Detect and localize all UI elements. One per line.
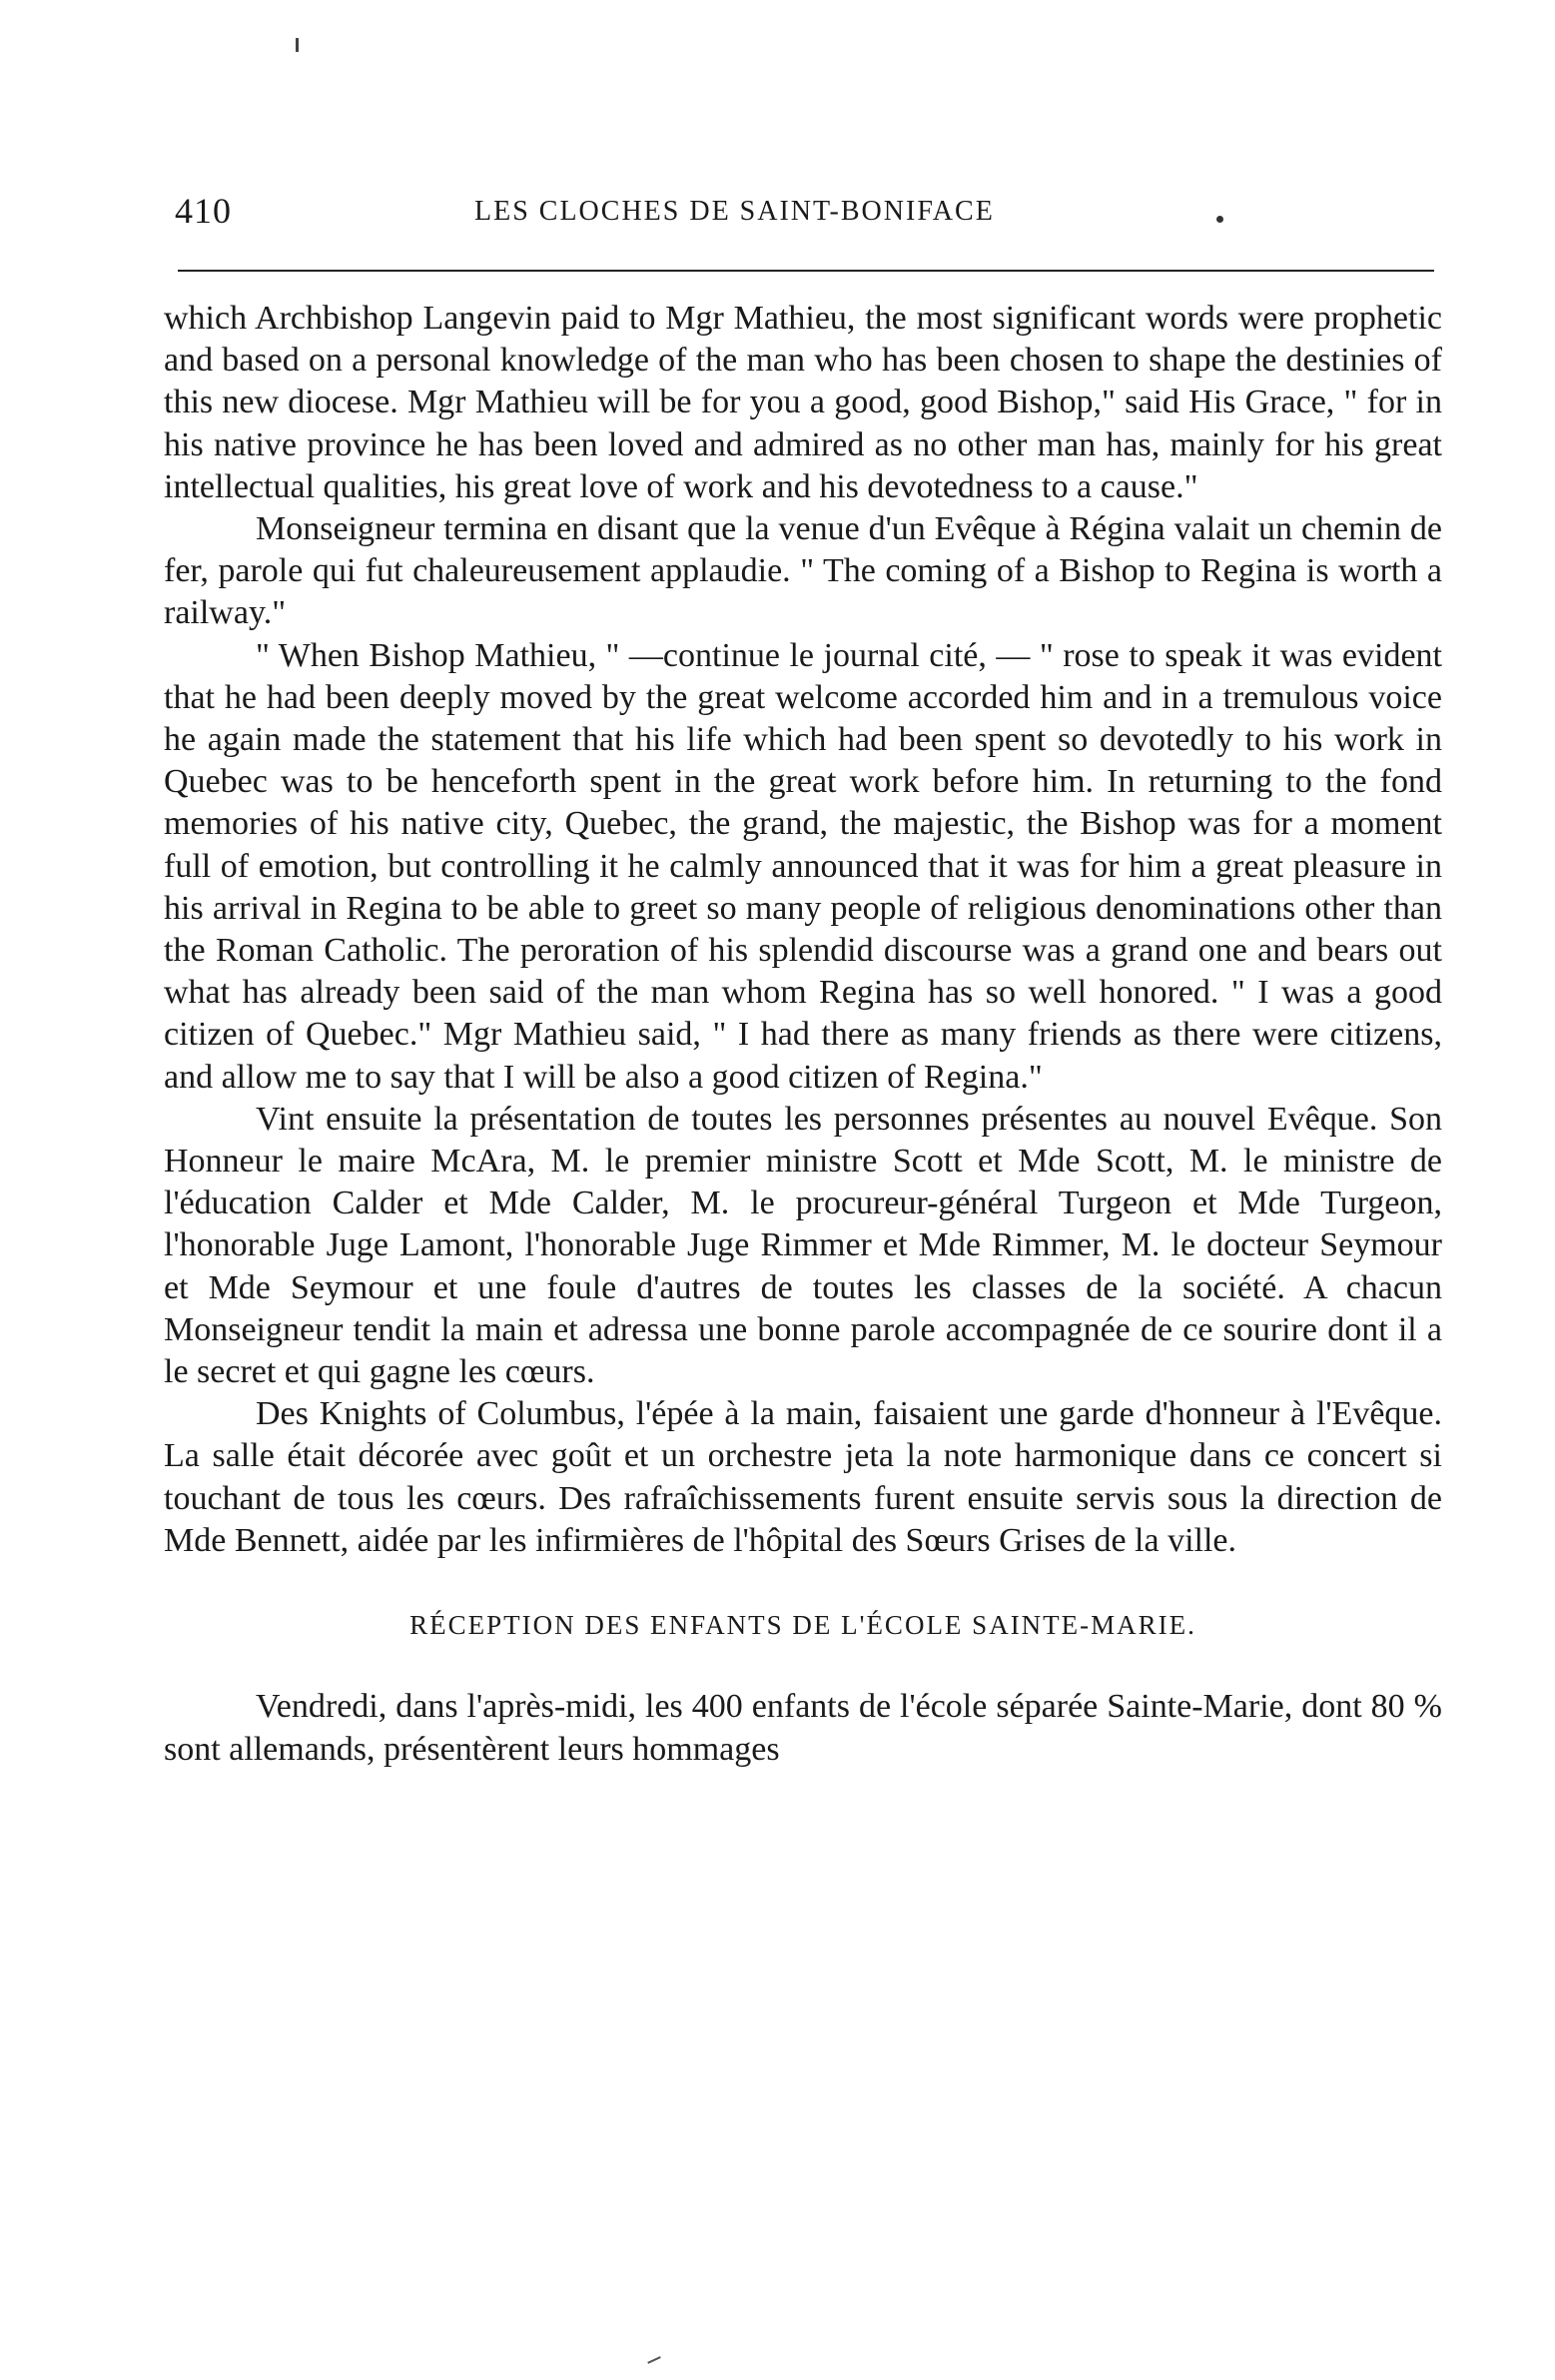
running-title: LES CLOCHES DE SAINT-BONIFACE bbox=[474, 196, 995, 227]
print-speck bbox=[1216, 216, 1223, 223]
paragraph: Des Knights of Columbus, l'épée à la main, faisaient une garde d'honneur à l'Evêque. La salle était décorée avec goût et un orchestre jeta la note harmonique dans ce concert si touchant de tous les cœurs. Des rafraîchissements furent ensuite servis sous la direction de Mde Bennett, aidée par les infirmières de l'hôpital des Sœurs Grises de la ville. bbox=[164, 1395, 1442, 1559]
print-speck bbox=[296, 38, 299, 52]
paragraph-continued: which Archbishop Langevin paid to Mgr Mathieu, the most significant words were prophetic and based on a personal knowledge of the man who has been chosen to shape the destinies of this new diocese. Mgr Mathieu will be for you a good, good Bishop," said His Grace, " for in his native province he has been loved and admired as no other man has, mainly for his great intellectual qualities, his great love of work and his devotedness to a cause." bbox=[164, 300, 1442, 505]
page-number: 410 bbox=[175, 191, 232, 231]
section-heading: RÉCEPTION DES ENFANTS DE L'ÉCOLE SAINTE-MARIE. bbox=[409, 1610, 1196, 1641]
paragraph: " When Bishop Mathieu, " —continue le journal cité, — " rose to speak it was evident that he had been deeply moved by the great welcome accorded him and in a tremulous voice he again made the statement that his life which had been spent so devotedly to his work in Quebec was to be henceforth spent in the great work before him. In returning to the fond memories of his native city, Quebec, the grand, the majestic, the Bishop was for a moment full of emotion, but controlling it he calmly announced that it was for him a great pleasure in his arrival in Regina to be able to greet so many people of religious denominations other than the Roman Catholic. The peroration of his splendid discourse was a grand one and bears out what has already been said of the man whom Regina has so well honored. " I was a good citizen of Quebec." Mgr Mathieu said, " I had there as many friends as there were citizens, and allow me to say that I will be also a good citizen of Regina." bbox=[164, 636, 1442, 1096]
body-text bbox=[164, 298, 1442, 1771]
paragraph: Monseigneur termina en disant que la venue d'un Evêque à Régina valait un chemin de fer, parole qui fut chaleureusement applaudie. " The coming of a Bishop to Regina is worth a railway." bbox=[164, 510, 1442, 632]
header-rule bbox=[178, 270, 1434, 272]
print-speck bbox=[647, 2356, 661, 2364]
paragraph-final: Vendredi, dans l'après-midi, les 400 enfants de l'école séparée Sainte-Marie, dont 80 % sont allemands, présentèrent leurs hommages bbox=[164, 1688, 1442, 1768]
page-header bbox=[175, 190, 1433, 240]
paragraph: Vint ensuite la présentation de toutes les personnes présentes au nouvel Evêque. Son Honneur le maire McAra, M. le premier ministre Scott et Mde Scott, M. le ministre de l'éducation Calder et Mde Calder, M. le procureur-général Turgeon et Mde Turgeon, l'honorable Juge Lamont, l'honorable Juge Rimmer et Mde Rimmer, M. le docteur Seymour et Mde Seymour et une foule d'autres de toutes les classes de la société. A chacun Monseigneur tendit la main et adressa une bonne parole accompagnée de ce sourire dont il a le secret et qui gagne les cœurs. bbox=[164, 1100, 1442, 1391]
